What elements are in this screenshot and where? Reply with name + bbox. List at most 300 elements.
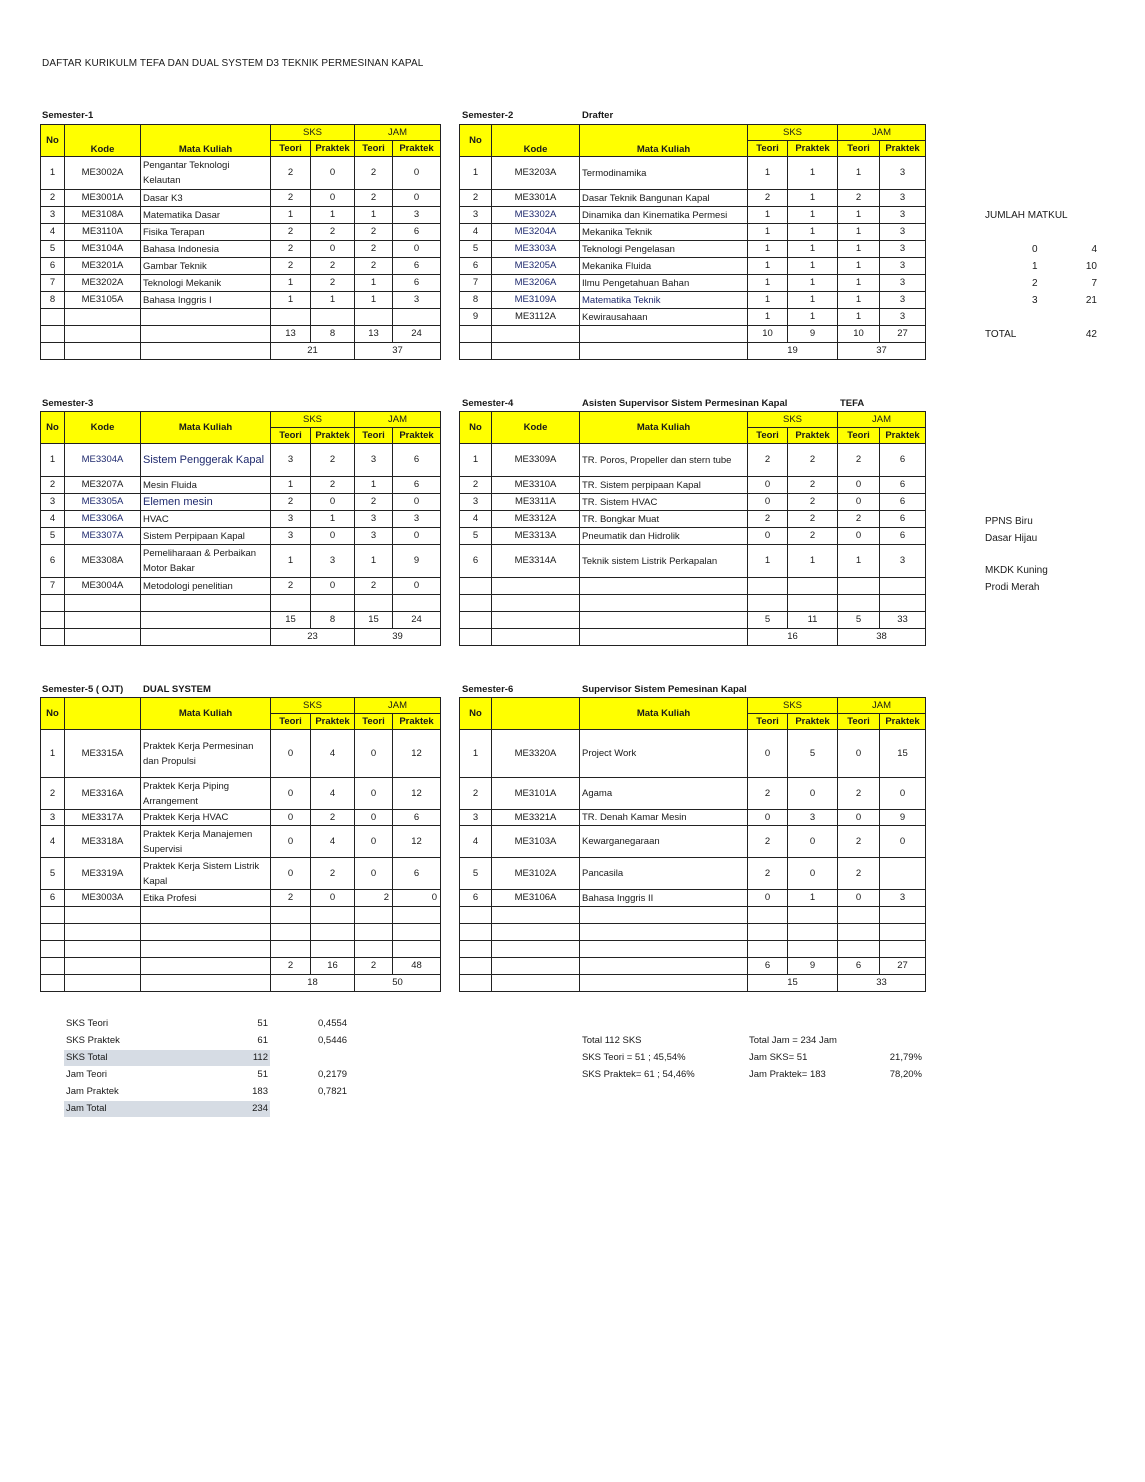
row-mata-kuliah: Sistem Perpipaan Kapal [141,528,271,545]
total-jam-teori: 15 [355,612,393,629]
header-jam-teori: Teori [355,714,393,730]
jumlah-value-2: 7 [1091,278,1097,289]
row-jam-teori: 1 [355,545,393,578]
row-mata-kuliah: Bahasa Inggris II [580,890,748,907]
row-sks-praktek: 1 [788,275,838,292]
header-sks: SKS [748,698,838,714]
jam-sks-percent: 21,79% [889,1052,922,1063]
total-sks-teori: 13 [271,326,311,343]
row-no: 7 [41,275,65,292]
header-no: No [460,698,492,730]
row-jam-praktek: 12 [393,730,441,778]
header-sks-praktek: Praktek [788,428,838,444]
row-sks-praktek: 1 [788,309,838,326]
row-sks-praktek: 0 [311,157,355,190]
row-mata-kuliah: TR. Bongkar Muat [580,511,748,528]
total-sks-praktek: 16 [311,958,355,975]
row-sks-teori: 1 [271,275,311,292]
row-sks-praktek: 1 [788,241,838,258]
row-no: 8 [41,292,65,309]
row-jam-teori: 2 [838,511,880,528]
row-no: 1 [41,444,65,477]
grand-total-row [41,343,441,360]
total-row [460,612,926,629]
row-kode: ME3319A [65,858,141,890]
row-mata-kuliah: Kewarganegaraan [580,826,748,858]
row-sks-praktek: 4 [311,778,355,810]
semester-5-note: DUAL SYSTEM [143,684,211,695]
empty-row [41,941,441,958]
jumlah-key-3: 3 [1032,295,1038,306]
row-no: 3 [41,810,65,826]
row-jam-praktek: 3 [880,224,926,241]
header-jam: JAM [355,125,441,141]
total-jam-teori: 5 [838,612,880,629]
row-no: 3 [41,494,65,511]
row-no: 1 [460,157,492,190]
row-sks-praktek: 0 [311,241,355,258]
summary-label: SKS Teori [66,1018,109,1029]
row-mata-kuliah: Mesin Fluida [141,477,271,494]
total-jam-text: Total Jam = 234 Jam [749,1035,837,1046]
grand-total-row [41,629,441,646]
header-jam-praktek: Praktek [880,141,926,157]
row-mata-kuliah: TR. Sistem perpipaan Kapal [580,477,748,494]
total-sks-teori: 2 [271,958,311,975]
row-jam-teori: 2 [838,778,880,810]
total-jam-praktek: 33 [880,612,926,629]
summary-label: Jam Total [66,1103,107,1114]
header-sks-teori: Teori [748,141,788,157]
header-mata-kuliah: Mata Kuliah [580,125,748,157]
row-jam-teori: 1 [838,157,880,190]
table-row [460,730,926,778]
total-jam: 39 [355,629,441,646]
header-sks-praktek: Praktek [311,141,355,157]
row-mata-kuliah: Pancasila [580,858,748,890]
header-jam: JAM [838,698,926,714]
row-kode: ME3102A [492,858,580,890]
header-no: No [460,125,492,157]
header-jam-praktek: Praktek [393,428,441,444]
total-sks-teori: 5 [748,612,788,629]
row-sks-teori: 2 [748,826,788,858]
row-sks-teori: 2 [748,444,788,477]
row-kode: ME3110A [65,224,141,241]
header-mata-kuliah: Mata Kuliah [580,412,748,444]
row-kode: ME3302A [492,207,580,224]
total-row [460,326,926,343]
row-jam-teori: 1 [355,275,393,292]
empty-row [41,907,441,924]
row-mata-kuliah: Gambar Teknik [141,258,271,275]
total-sks: 23 [271,629,355,646]
semester-6-label: Semester-6 [462,684,514,695]
row-jam-praktek: 3 [880,258,926,275]
row-sks-teori: 0 [748,730,788,778]
table-row [460,810,926,826]
row-no: 6 [460,890,492,907]
table-row [460,207,926,224]
row-mata-kuliah: Dinamika dan Kinematika Permesi [580,207,748,224]
header-jam-teori: Teori [355,428,393,444]
table-row [460,241,926,258]
row-sks-praktek: 1 [311,511,355,528]
row-mata-kuliah: Termodinamika [580,157,748,190]
row-no: 5 [460,241,492,258]
row-jam-praktek [880,858,926,890]
table-row [41,275,441,292]
header-no: No [41,412,65,444]
legend-mkdk: MKDK Kuning [985,565,1048,576]
semester-4-tag: TEFA [840,398,865,409]
row-mata-kuliah: Praktek Kerja Manajemen Supervisi [141,826,271,858]
row-mata-kuliah: Praktek Kerja HVAC [141,810,271,826]
jam-sks-text: Jam SKS= 51 [749,1052,808,1063]
row-no: 4 [460,224,492,241]
total-jam-praktek: 24 [393,326,441,343]
row-kode: ME3002A [65,157,141,190]
row-sks-praktek: 2 [311,444,355,477]
row-sks-teori: 1 [748,292,788,309]
row-sks-praktek: 1 [788,258,838,275]
row-sks-praktek: 5 [788,730,838,778]
row-kode: ME3309A [492,444,580,477]
row-no: 3 [460,810,492,826]
empty-row [460,941,926,958]
jumlah-key-1: 1 [1032,261,1038,272]
table-row [460,890,926,907]
header-jam-praktek: Praktek [880,714,926,730]
row-sks-praktek: 1 [788,545,838,578]
row-sks-praktek: 1 [788,157,838,190]
empty-row [41,924,441,941]
row-sks-praktek: 1 [788,890,838,907]
row-no: 2 [41,477,65,494]
header-no: No [460,412,492,444]
row-sks-teori: 0 [271,730,311,778]
header-sks: SKS [271,698,355,714]
row-jam-praktek: 9 [880,810,926,826]
header-sks-praktek: Praktek [788,714,838,730]
row-jam-praktek: 0 [393,157,441,190]
table-row [460,477,926,494]
row-mata-kuliah: Praktek Kerja Sistem Listrik Kapal [141,858,271,890]
row-sks-praktek: 1 [788,224,838,241]
row-mata-kuliah: Praktek Kerja Permesinan dan Propulsi [141,730,271,778]
row-mata-kuliah: Pengantar Teknologi Kelautan [141,157,271,190]
header-mata-kuliah: Mata Kuliah [141,412,271,444]
semester-5-table [40,697,441,992]
header-sks-teori: Teori [271,428,311,444]
table-row [41,224,441,241]
total-sks-teori: 6 [748,958,788,975]
row-kode: ME3315A [65,730,141,778]
row-sks-teori: 3 [271,444,311,477]
row-jam-praktek: 3 [880,292,926,309]
row-sks-teori: 1 [748,224,788,241]
summary-row [64,1033,270,1049]
total-jam-praktek: 24 [393,612,441,629]
row-no: 6 [41,545,65,578]
table-row [41,241,441,258]
legend-dasar: Dasar Hijau [985,533,1038,544]
table-row [41,157,441,190]
summary-label: SKS Praktek [66,1035,120,1046]
row-jam-teori: 2 [355,190,393,207]
table-row [41,258,441,275]
row-mata-kuliah: Pemeliharaan & Perbaikan Motor Bakar [141,545,271,578]
row-kode: ME3320A [492,730,580,778]
total-row [41,612,441,629]
legend-ppns: PPNS Biru [985,516,1033,527]
row-jam-praktek: 6 [393,810,441,826]
row-jam-teori: 2 [838,444,880,477]
row-sks-praktek: 1 [788,207,838,224]
row-sks-praktek: 0 [311,890,355,907]
jumlah-value-1: 10 [1085,261,1097,272]
total-sks-teori: 10 [748,326,788,343]
jam-praktek-percent: 78,20% [889,1069,922,1080]
total-jam: 37 [838,343,926,360]
table-row [460,292,926,309]
row-no: 3 [460,207,492,224]
header-sks-teori: Teori [271,714,311,730]
total-sks-praktek: 9 [788,958,838,975]
header-sks-praktek: Praktek [311,714,355,730]
row-jam-praktek: 0 [393,241,441,258]
semester-5-label: Semester-5 ( OJT) [42,684,124,695]
row-mata-kuliah: Praktek Kerja Piping Arrangement [141,778,271,810]
table-row [460,157,926,190]
row-sks-teori: 0 [748,528,788,545]
row-jam-teori: 0 [838,494,880,511]
row-sks-praktek: 2 [788,444,838,477]
jumlah-value-3: 21 [1085,295,1097,306]
row-no: 6 [41,258,65,275]
header-kode: Kode [65,412,141,444]
row-jam-praktek: 6 [880,511,926,528]
summary-ratio: 0,7821 [318,1086,348,1097]
semester-4-table [459,411,926,646]
row-sks-teori: 2 [748,778,788,810]
row-mata-kuliah: Pneumatik dan Hidrolik [580,528,748,545]
row-jam-teori: 2 [838,190,880,207]
row-sks-praktek: 2 [311,224,355,241]
row-jam-teori: 1 [838,309,880,326]
row-kode: ME3303A [492,241,580,258]
row-sks-teori: 0 [271,778,311,810]
jumlah-value-0: 4 [1091,244,1097,255]
table-row [41,810,441,826]
row-sks-teori: 2 [271,890,311,907]
total-sks-praktek: 11 [788,612,838,629]
row-sks-teori: 2 [748,858,788,890]
row-sks-praktek: 1 [311,207,355,224]
row-sks-praktek: 2 [788,528,838,545]
row-no: 2 [41,190,65,207]
row-kode: ME3311A [492,494,580,511]
row-jam-praktek: 0 [393,578,441,595]
row-sks-praktek: 2 [311,258,355,275]
row-jam-teori: 1 [838,258,880,275]
header-jam-teori: Teori [838,141,880,157]
row-kode: ME3321A [492,810,580,826]
row-jam-praktek: 6 [880,528,926,545]
semester-3-label: Semester-3 [42,398,94,409]
table-row [460,545,926,578]
row-jam-praktek: 15 [880,730,926,778]
row-sks-teori: 1 [271,477,311,494]
row-sks-praktek: 3 [788,810,838,826]
header-kode: Kode [492,412,580,444]
total-sks-praktek: 9 [788,326,838,343]
total-jam: 38 [838,629,926,646]
row-jam-praktek: 3 [880,190,926,207]
row-sks-teori: 1 [748,207,788,224]
row-no: 3 [460,494,492,511]
row-kode: ME3312A [492,511,580,528]
header-jam-teori: Teori [355,141,393,157]
row-jam-teori: 3 [355,444,393,477]
row-jam-teori: 2 [355,224,393,241]
table-row [41,545,441,578]
row-kode: ME3313A [492,528,580,545]
empty-row [460,907,926,924]
summary-ratio: 0,4554 [318,1018,348,1029]
row-jam-teori: 2 [355,258,393,275]
row-kode: ME3306A [65,511,141,528]
row-mata-kuliah: HVAC [141,511,271,528]
row-kode: ME3105A [65,292,141,309]
row-no: 4 [460,511,492,528]
header-sks: SKS [271,412,355,428]
total-sks: 16 [748,629,838,646]
row-sks-teori: 1 [748,545,788,578]
summary-value: 51 [257,1069,268,1080]
header-sks: SKS [748,125,838,141]
row-jam-praktek: 6 [393,224,441,241]
row-sks-praktek: 2 [788,494,838,511]
empty-row [460,578,926,595]
row-kode: ME3206A [492,275,580,292]
semester-1-label: Semester-1 [42,110,94,121]
row-jam-praktek: 6 [880,444,926,477]
jumlah-total-label: TOTAL [985,329,1017,340]
row-kode: ME3310A [492,477,580,494]
row-sks-teori: 1 [748,258,788,275]
table-row [41,292,441,309]
row-jam-teori: 1 [838,241,880,258]
header-jam-teori: Teori [838,714,880,730]
semester-1-table [40,124,441,360]
row-no: 4 [41,826,65,858]
row-no: 1 [41,157,65,190]
row-jam-teori: 2 [355,157,393,190]
row-mata-kuliah: Ilmu Pengetahuan Bahan [580,275,748,292]
row-kode: ME3207A [65,477,141,494]
row-jam-teori: 1 [355,207,393,224]
table-row [460,528,926,545]
summary-label: SKS Total [66,1052,108,1063]
empty-row [460,924,926,941]
row-sks-praktek: 1 [788,190,838,207]
row-mata-kuliah: Project Work [580,730,748,778]
row-jam-teori: 0 [838,890,880,907]
row-jam-praktek: 0 [393,890,441,907]
header-no: No [41,698,65,730]
row-kode: ME3314A [492,545,580,578]
row-kode: ME3308A [65,545,141,578]
row-jam-teori: 2 [838,826,880,858]
table-row [41,858,441,890]
summary-ratio: 0,2179 [318,1069,348,1080]
row-sks-praktek: 0 [788,858,838,890]
row-jam-teori: 0 [355,730,393,778]
row-sks-praktek: 2 [788,511,838,528]
semester-6-note: Supervisor Sistem Pemesinan Kapal [582,684,747,695]
row-sks-praktek: 0 [311,528,355,545]
summary-value: 112 [252,1052,268,1063]
row-jam-praktek: 3 [880,275,926,292]
row-mata-kuliah: Teknologi Pengelasan [580,241,748,258]
total-sks: 15 [748,975,838,992]
total-jam: 37 [355,343,441,360]
total-sks-praktek: 8 [311,326,355,343]
row-sks-teori: 2 [271,578,311,595]
row-sks-teori: 0 [271,826,311,858]
row-jam-teori: 2 [355,890,393,907]
row-sks-praktek: 2 [788,477,838,494]
semester-2-table [459,124,926,360]
row-jam-teori: 1 [838,275,880,292]
row-no: 9 [460,309,492,326]
row-kode: ME3301A [492,190,580,207]
row-jam-praktek: 3 [880,241,926,258]
summary-value: 61 [257,1035,268,1046]
semester-4-label: Semester-4 [462,398,514,409]
row-mata-kuliah: Dasar K3 [141,190,271,207]
row-sks-teori: 2 [271,494,311,511]
table-row [460,778,926,810]
row-kode: ME3305A [65,494,141,511]
row-no: 5 [41,858,65,890]
table-row [41,778,441,810]
row-no: 2 [460,477,492,494]
grand-total-row [41,975,441,992]
row-sks-teori: 1 [748,309,788,326]
header-mata-kuliah: Mata Kuliah [580,698,748,730]
jumlah-total-value: 42 [1085,329,1097,340]
row-mata-kuliah: Metodologi penelitian [141,578,271,595]
row-sks-teori: 2 [748,511,788,528]
row-sks-praktek: 4 [311,826,355,858]
row-mata-kuliah: Mekanika Fluida [580,258,748,275]
row-no: 1 [41,730,65,778]
row-kode: ME3307A [65,528,141,545]
row-jam-praktek: 3 [880,309,926,326]
row-jam-teori: 1 [838,207,880,224]
row-jam-teori: 2 [838,858,880,890]
row-jam-praktek: 12 [393,826,441,858]
row-jam-praktek: 0 [393,190,441,207]
sks-teori-text: SKS Teori = 51 ; 45,54% [582,1052,686,1063]
header-sks: SKS [271,125,355,141]
row-jam-praktek: 0 [393,494,441,511]
row-sks-teori: 2 [271,224,311,241]
row-jam-praktek: 6 [393,858,441,890]
total-jam-praktek: 48 [393,958,441,975]
